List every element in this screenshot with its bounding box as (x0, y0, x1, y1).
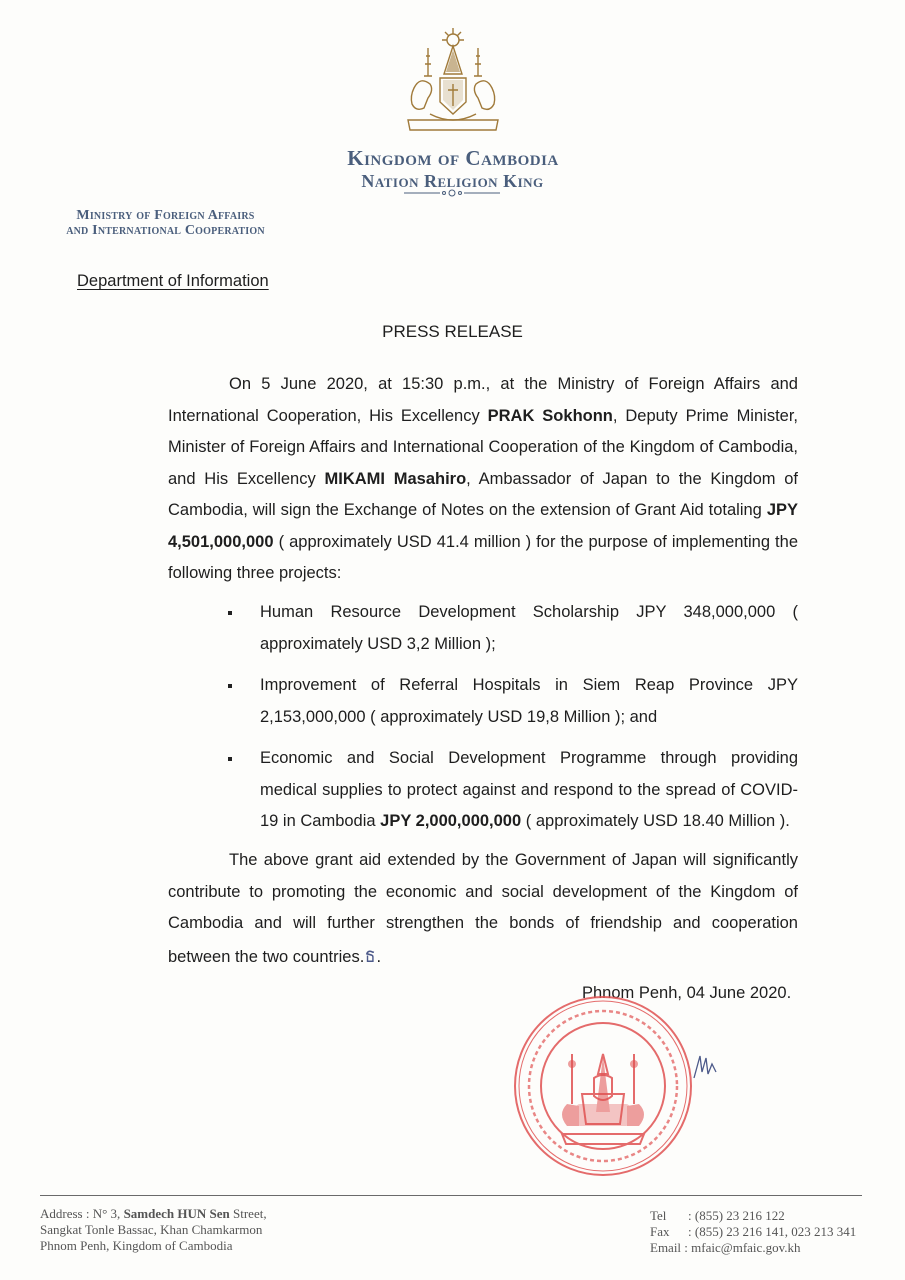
list-item (228, 597, 798, 660)
project-amount: JPY 348,000,000 (619, 603, 776, 621)
ministry-seal-icon (512, 994, 694, 1178)
footer-address (40, 1206, 267, 1254)
list-item (228, 743, 798, 838)
bullet-icon (228, 757, 232, 761)
project-description: through providing medical supplies to protect against and respond to the spread of COVID-19 in Cambodia (260, 749, 798, 830)
contact-email (650, 1240, 856, 1256)
address-line-3: Phnom Penh, Kingdom of Cambodia (40, 1238, 233, 1253)
bullet-icon (228, 611, 232, 615)
address-line-1 (40, 1206, 267, 1222)
document-title: PRESS RELEASE (382, 322, 523, 341)
fax-value: : (855) 23 216 141, 023 213 341 (688, 1224, 857, 1239)
intro-text-3: , Ambassador of Japan to the Kingdom of Cambodia, will sign the Exchange of Notes on the extension of Grant Aid totaling (168, 469, 799, 519)
project-usd: ( approximately USD 19,8 Million ); and (365, 707, 658, 726)
bullet-icon (228, 684, 232, 688)
list-item (228, 670, 798, 733)
total-amount: JPY 4,501,000,000 (168, 501, 798, 551)
address-label: Address : N° 3, (40, 1206, 124, 1221)
project-usd: ( approximately USD 3,2 Million ); (260, 603, 798, 653)
handwritten-mark: ธ (364, 942, 376, 967)
national-motto: Nation Religion King (361, 171, 544, 191)
project-name: Economic and Social Development Programme (260, 749, 647, 767)
tel-value: : (855) 23 216 122 (688, 1208, 785, 1223)
paragraph-closing (168, 845, 798, 973)
divider-ornament-icon (400, 188, 504, 198)
intro-text-2: , Deputy Prime Minister, Minister of Foreign Affairs and International Cooperation of the Kingdom of Cambodia, and His Excellency (168, 406, 798, 488)
signature-icon (690, 1052, 718, 1082)
place-and-date: Phnom Penh, 04 June 2020. (582, 984, 792, 1002)
email-label: Email (650, 1240, 682, 1255)
paragraph-intro (168, 369, 798, 590)
email-value[interactable]: : mfaic@mfaic.gov.kh (681, 1240, 801, 1255)
address-line-2: Sangkat Tonle Bassac, Khan Chamkarmon (40, 1222, 263, 1237)
contact-fax (650, 1224, 856, 1240)
project-list (228, 597, 798, 848)
dpm-name: PRAK Sokhonn (487, 406, 613, 425)
tel-label: Tel (650, 1208, 667, 1223)
project-usd: ( approximately USD 18.40 Million ). (521, 812, 790, 830)
project-name: Improvement of Referral Hospitals in Siem Reap Province (260, 676, 754, 694)
project-amount: JPY 2,000,000,000 (380, 812, 522, 830)
address-street-name: Samdech HUN Sen (123, 1206, 230, 1221)
footer-contact (650, 1208, 856, 1256)
intro-text-1: On 5 June 2020, at 15:30 p.m., at the Ministry of Foreign Affairs and International Cooperation, His Excellency (168, 375, 798, 425)
fax-label: Fax (650, 1224, 670, 1239)
closing-period: . (376, 947, 382, 966)
ministry-name-line2: and International Cooperation (66, 223, 265, 238)
ministry-name-line1: Ministry of Foreign Affairs (76, 208, 255, 223)
project-amount: JPY 2,153,000,000 (260, 676, 798, 726)
closing-text: The above grant aid extended by the Government of Japan will significantly contribute to promoting the economic and social development of the Kingdom of Cambodia and will further strengthen the bonds of friendship and cooperation between the two countries. (168, 851, 798, 966)
address-street-suffix: Street, (229, 1206, 267, 1221)
intro-text-4: ( approximately USD 41.4 million ) for the purpose of implementing the following three projects: (168, 532, 798, 582)
kingdom-heading (0, 146, 905, 192)
kingdom-name: Kingdom of Cambodia (347, 146, 559, 170)
footer-divider (40, 1195, 862, 1196)
project-name: Human Resource Development Scholarship (260, 603, 620, 621)
ambassador-name: MIKAMI Masahiro (324, 469, 467, 488)
contact-tel (650, 1208, 856, 1224)
department-label: Department of Information (77, 272, 269, 290)
royal-coat-of-arms-icon (400, 28, 506, 140)
ministry-heading (38, 208, 293, 238)
